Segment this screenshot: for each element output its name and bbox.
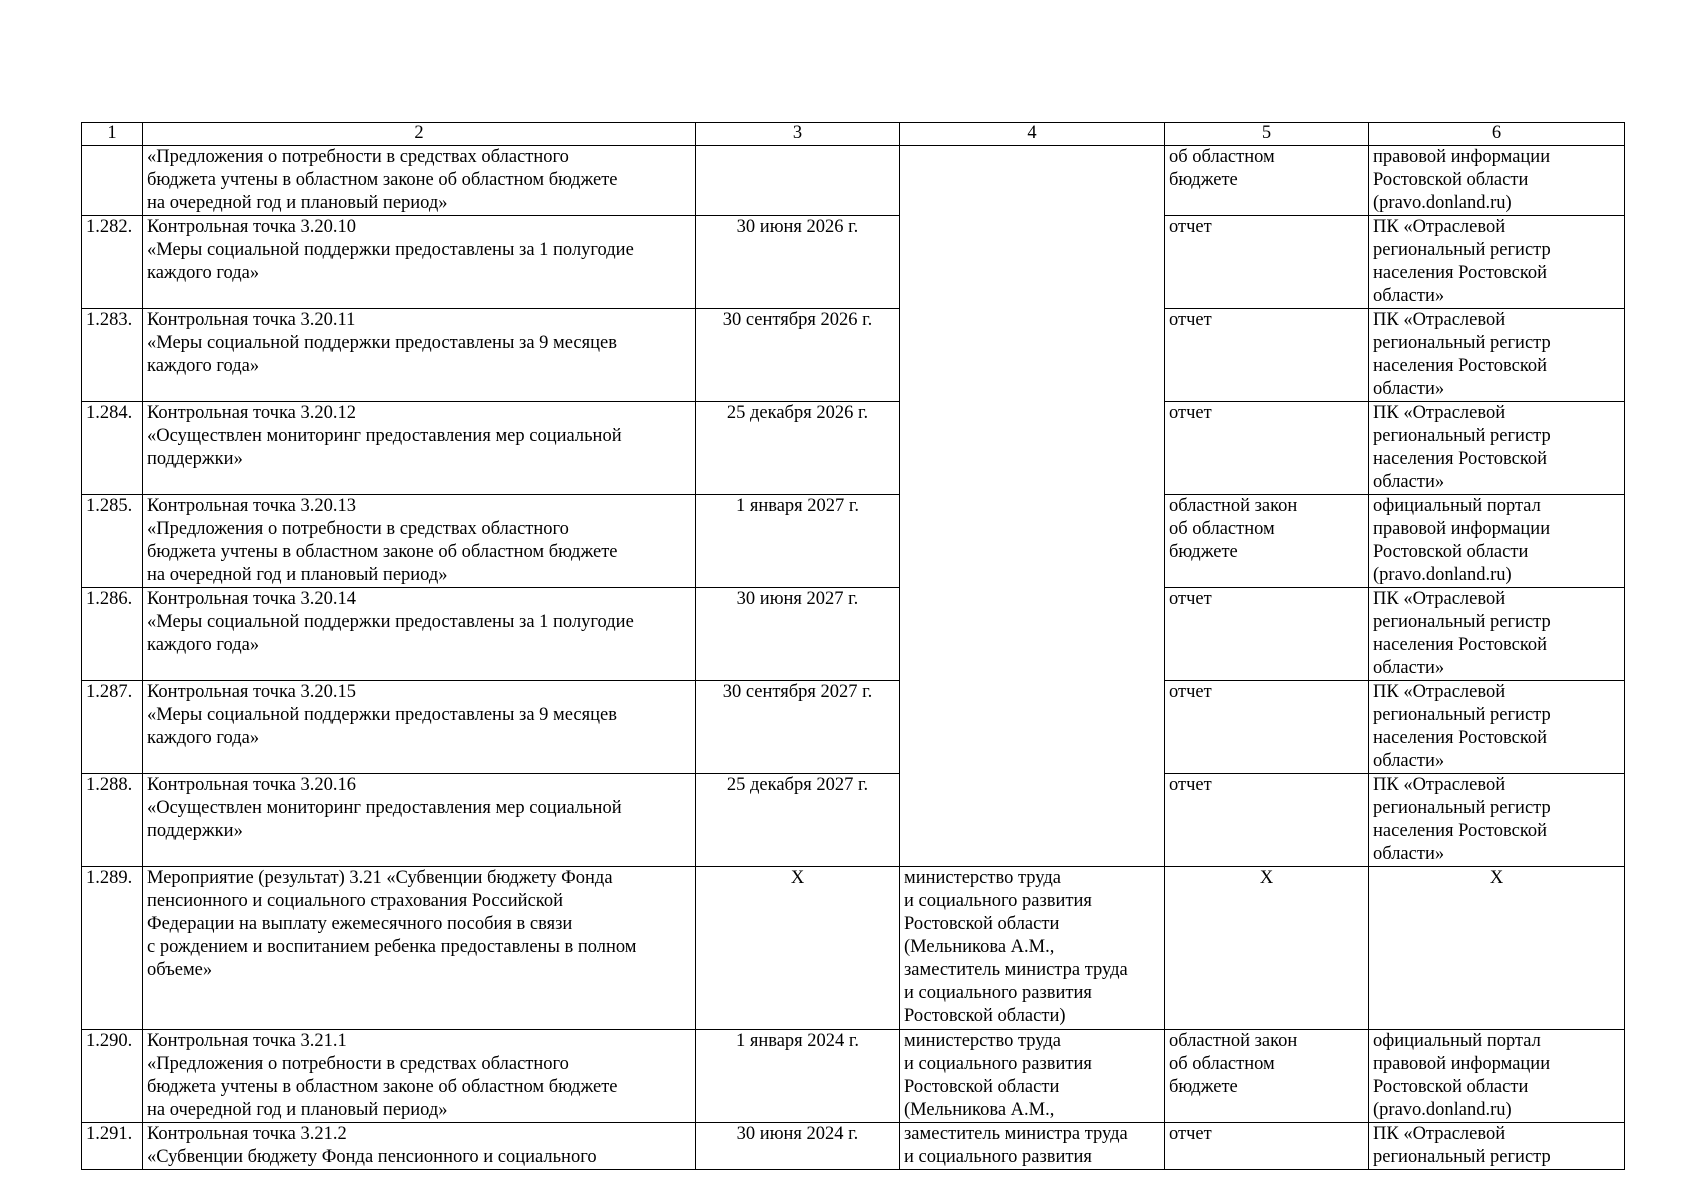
- row-document: областной закон об областном бюджете: [1165, 495, 1369, 588]
- row-document: отчет: [1165, 402, 1369, 495]
- row-date: 25 декабря 2027 г.: [696, 774, 900, 867]
- table-row: [82, 216, 1625, 309]
- table-row: [82, 867, 1625, 1030]
- row-date: 1 января 2027 г.: [696, 495, 900, 588]
- row-source: ПК «Отраслевой региональный регистр населения Ростовской области»: [1369, 774, 1625, 867]
- row-document: отчет: [1165, 774, 1369, 867]
- table-row: [82, 495, 1625, 588]
- row-document: отчет: [1165, 1123, 1369, 1170]
- row-responsible-merged: [900, 146, 1165, 867]
- table-row: [82, 402, 1625, 495]
- row-date: 30 сентября 2026 г.: [696, 309, 900, 402]
- row-date: 30 июня 2024 г.: [696, 1123, 900, 1170]
- row-date: 1 января 2024 г.: [696, 1030, 900, 1123]
- row-date: [696, 146, 900, 216]
- column-header: 4: [900, 123, 1165, 146]
- table-row: [82, 588, 1625, 681]
- row-document: об областном бюджете: [1165, 146, 1369, 216]
- row-date: 30 июня 2026 г.: [696, 216, 900, 309]
- row-source: ПК «Отраслевой региональный регистр населения Ростовской области»: [1369, 681, 1625, 774]
- row-source: ПК «Отраслевой региональный регистр населения Ростовской области»: [1369, 588, 1625, 681]
- row-responsible: министерство труда и социального развития Ростовской области (Мельникова А.М., заместитель министра труда и социального развития Ростовской области): [900, 867, 1165, 1030]
- row-number: 1.289.: [82, 867, 143, 1030]
- row-description: Контрольная точка 3.21.2 «Субвенции бюджету Фонда пенсионного и социального: [143, 1123, 696, 1170]
- row-date: Х: [696, 867, 900, 1030]
- column-header: 5: [1165, 123, 1369, 146]
- row-description: Контрольная точка 3.20.15 «Меры социальной поддержки предоставлены за 9 месяцев каждого года»: [143, 681, 696, 774]
- row-document: отчет: [1165, 588, 1369, 681]
- row-responsible: министерство труда и социального развития Ростовской области (Мельникова А.М.,: [900, 1030, 1165, 1123]
- table-row: [82, 309, 1625, 402]
- row-description: Контрольная точка 3.20.12 «Осуществлен мониторинг предоставления мер социальной поддержки»: [143, 402, 696, 495]
- row-document: отчет: [1165, 681, 1369, 774]
- row-description: Контрольная точка 3.20.10 «Меры социальной поддержки предоставлены за 1 полугодие каждого года»: [143, 216, 696, 309]
- column-header: 3: [696, 123, 900, 146]
- table-row: [82, 774, 1625, 867]
- row-description: «Предложения о потребности в средствах областного бюджета учтены в областном законе об областном бюджете на очередной год и плановый период»: [143, 146, 696, 216]
- plan-table: [81, 122, 1625, 1170]
- row-document: отчет: [1165, 309, 1369, 402]
- table-row: [82, 1030, 1625, 1123]
- row-date: 25 декабря 2026 г.: [696, 402, 900, 495]
- row-description: Контрольная точка 3.20.16 «Осуществлен мониторинг предоставления мер социальной поддержки»: [143, 774, 696, 867]
- column-header: 2: [143, 123, 696, 146]
- row-number: 1.291.: [82, 1123, 143, 1170]
- row-source: Х: [1369, 867, 1625, 1030]
- row-description: Контрольная точка 3.21.1 «Предложения о потребности в средствах областного бюджета учтены в областном законе об областном бюджете на очередной год и плановый период»: [143, 1030, 696, 1123]
- row-description: Контрольная точка 3.20.14 «Меры социальной поддержки предоставлены за 1 полугодие каждого года»: [143, 588, 696, 681]
- column-header: 6: [1369, 123, 1625, 146]
- row-description: Контрольная точка 3.20.11 «Меры социальной поддержки предоставлены за 9 месяцев каждого года»: [143, 309, 696, 402]
- row-number: 1.284.: [82, 402, 143, 495]
- row-number: 1.283.: [82, 309, 143, 402]
- row-date: 30 сентября 2027 г.: [696, 681, 900, 774]
- row-number: [82, 146, 143, 216]
- row-document: отчет: [1165, 216, 1369, 309]
- row-source: ПК «Отраслевой региональный регистр населения Ростовской области»: [1369, 402, 1625, 495]
- row-source: ПК «Отраслевой региональный регистр: [1369, 1123, 1625, 1170]
- row-description: Контрольная точка 3.20.13 «Предложения о потребности в средствах областного бюджета учтены в областном законе об областном бюджете на очередной год и плановый период»: [143, 495, 696, 588]
- table-row: [82, 146, 1625, 216]
- row-number: 1.282.: [82, 216, 143, 309]
- row-source: официальный портал правовой информации Ростовской области (pravo.donland.ru): [1369, 495, 1625, 588]
- row-description: Мероприятие (результат) 3.21 «Субвенции бюджету Фонда пенсионного и социального страхования Российской Федерации на выплату ежемесячного пособия в связи с рождением и воспитанием ребенка предоставлены в полном объеме»: [143, 867, 696, 1030]
- row-number: 1.285.: [82, 495, 143, 588]
- row-source: ПК «Отраслевой региональный регистр населения Ростовской области»: [1369, 216, 1625, 309]
- row-source: официальный портал правовой информации Ростовской области (pravo.donland.ru): [1369, 1030, 1625, 1123]
- row-document: Х: [1165, 867, 1369, 1030]
- header-row: [82, 123, 1625, 146]
- row-number: 1.286.: [82, 588, 143, 681]
- row-number: 1.288.: [82, 774, 143, 867]
- table-row: [82, 1123, 1625, 1170]
- row-source: правовой информации Ростовской области (pravo.donland.ru): [1369, 146, 1625, 216]
- row-number: 1.290.: [82, 1030, 143, 1123]
- row-source: ПК «Отраслевой региональный регистр населения Ростовской области»: [1369, 309, 1625, 402]
- row-responsible: заместитель министра труда и социального развития: [900, 1123, 1165, 1170]
- row-number: 1.287.: [82, 681, 143, 774]
- row-date: 30 июня 2027 г.: [696, 588, 900, 681]
- table-row: [82, 681, 1625, 774]
- column-header: 1: [82, 123, 143, 146]
- row-document: областной закон об областном бюджете: [1165, 1030, 1369, 1123]
